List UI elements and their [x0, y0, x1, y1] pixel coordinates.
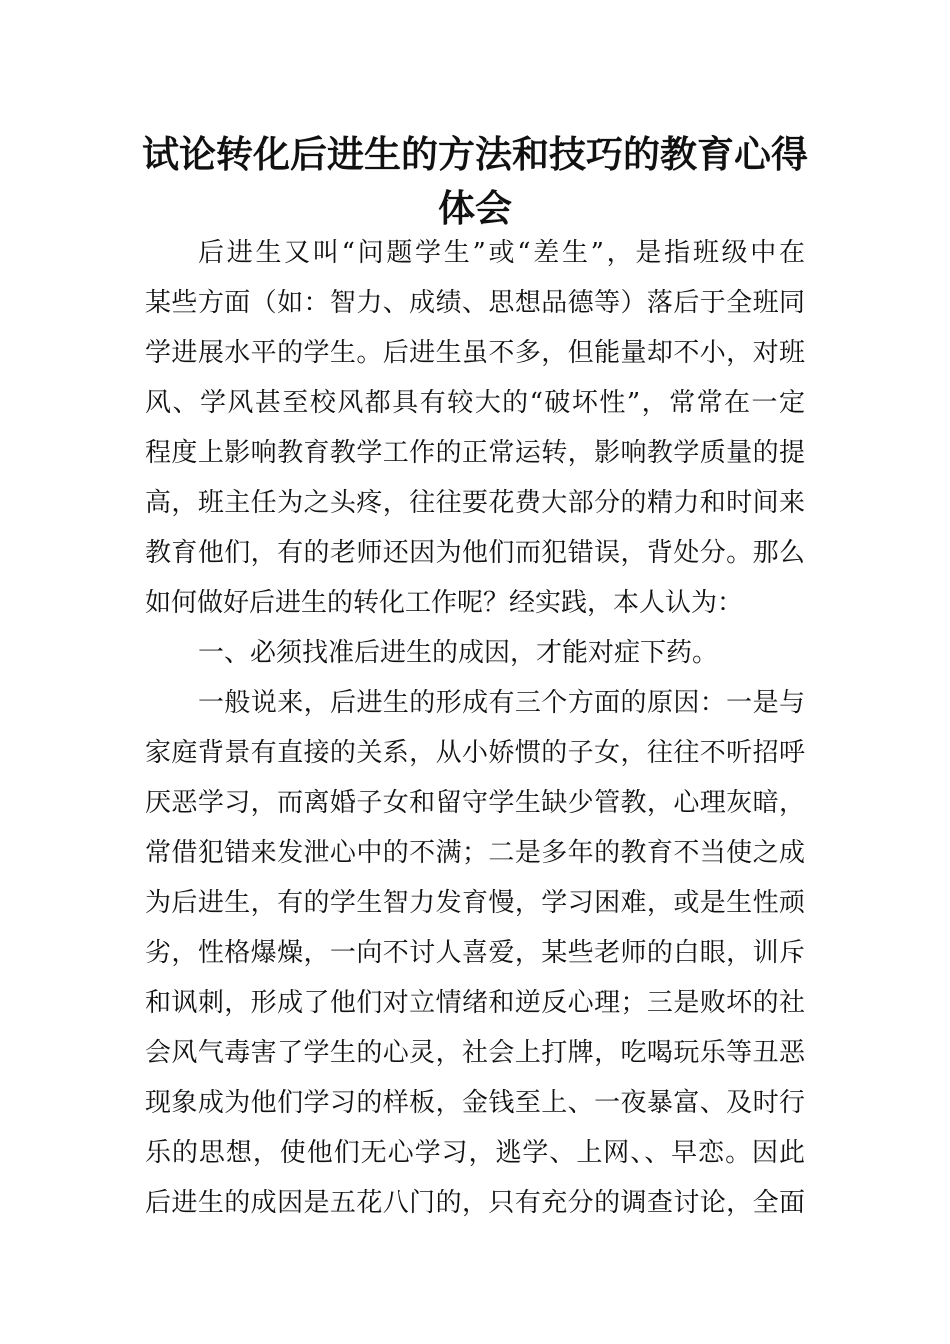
document-title-line-1: 试论转化后进生的方法和技巧的教育心得	[142, 133, 808, 176]
paragraph-line: 程度上影响教育教学工作的正常运转，影响教学质量的提	[145, 438, 805, 468]
paragraph-line: 高，班主任为之头疼，往往要花费大部分的精力和时间来	[145, 488, 805, 518]
paragraph-line: 劣，性格爆燥，一向不讨人喜爱，某些老师的白眼，训斥	[145, 938, 805, 968]
paragraph-line: 现象成为他们学习的样板，金钱至上、一夜暴富、及时行	[145, 1088, 805, 1118]
paragraph-line: 常借犯错来发泄心中的不满；二是多年的教育不当使之成	[145, 838, 805, 868]
paragraph-line: 乐的思想，使他们无心学习，逃学、上网、、早恋。因此	[145, 1138, 805, 1168]
paragraph-line: 会风气毒害了学生的心灵，社会上打牌，吃喝玩乐等丑恶	[145, 1038, 805, 1068]
paragraph-line: 一般说来，后进生的形成有三个方面的原因：一是与	[198, 688, 805, 718]
paragraph-line: 如何做好后进生的转化工作呢？经实践，本人认为：	[145, 588, 744, 618]
paragraph-line: 为后进生，有的学生智力发育慢，学习困难，或是生性顽	[145, 888, 805, 918]
paragraph-line: 风、学风甚至校风都具有较大的“破坏性”，常常在一定	[145, 388, 805, 418]
paragraph-line: 后进生又叫“问题学生”或“差生”，是指班级中在	[198, 238, 805, 268]
paragraph-line: 教育他们，有的老师还因为他们而犯错误，背处分。那么	[145, 538, 805, 568]
paragraph-line: 学进展水平的学生。后进生虽不多，但能量却不小，对班	[145, 338, 805, 368]
paragraph-line: 某些方面（如：智力、成绩、思想品德等）落后于全班同	[145, 288, 805, 318]
paragraph-line: 家庭背景有直接的关系，从小娇惯的子女，往往不听招呼	[145, 738, 805, 768]
paragraph-line: 和讽刺，形成了他们对立情绪和逆反心理；三是败坏的社	[145, 988, 805, 1018]
section-heading: 一、必须找准后进生的成因，才能对症下药。	[198, 638, 719, 668]
paragraph-line: 后进生的成因是五花八门的，只有充分的调查讨论，全面	[145, 1188, 805, 1218]
paragraph-line: 厌恶学习，而离婚子女和留守学生缺少管教，心理灰暗，	[145, 788, 805, 818]
document-title-line-2: 体会	[438, 187, 512, 230]
